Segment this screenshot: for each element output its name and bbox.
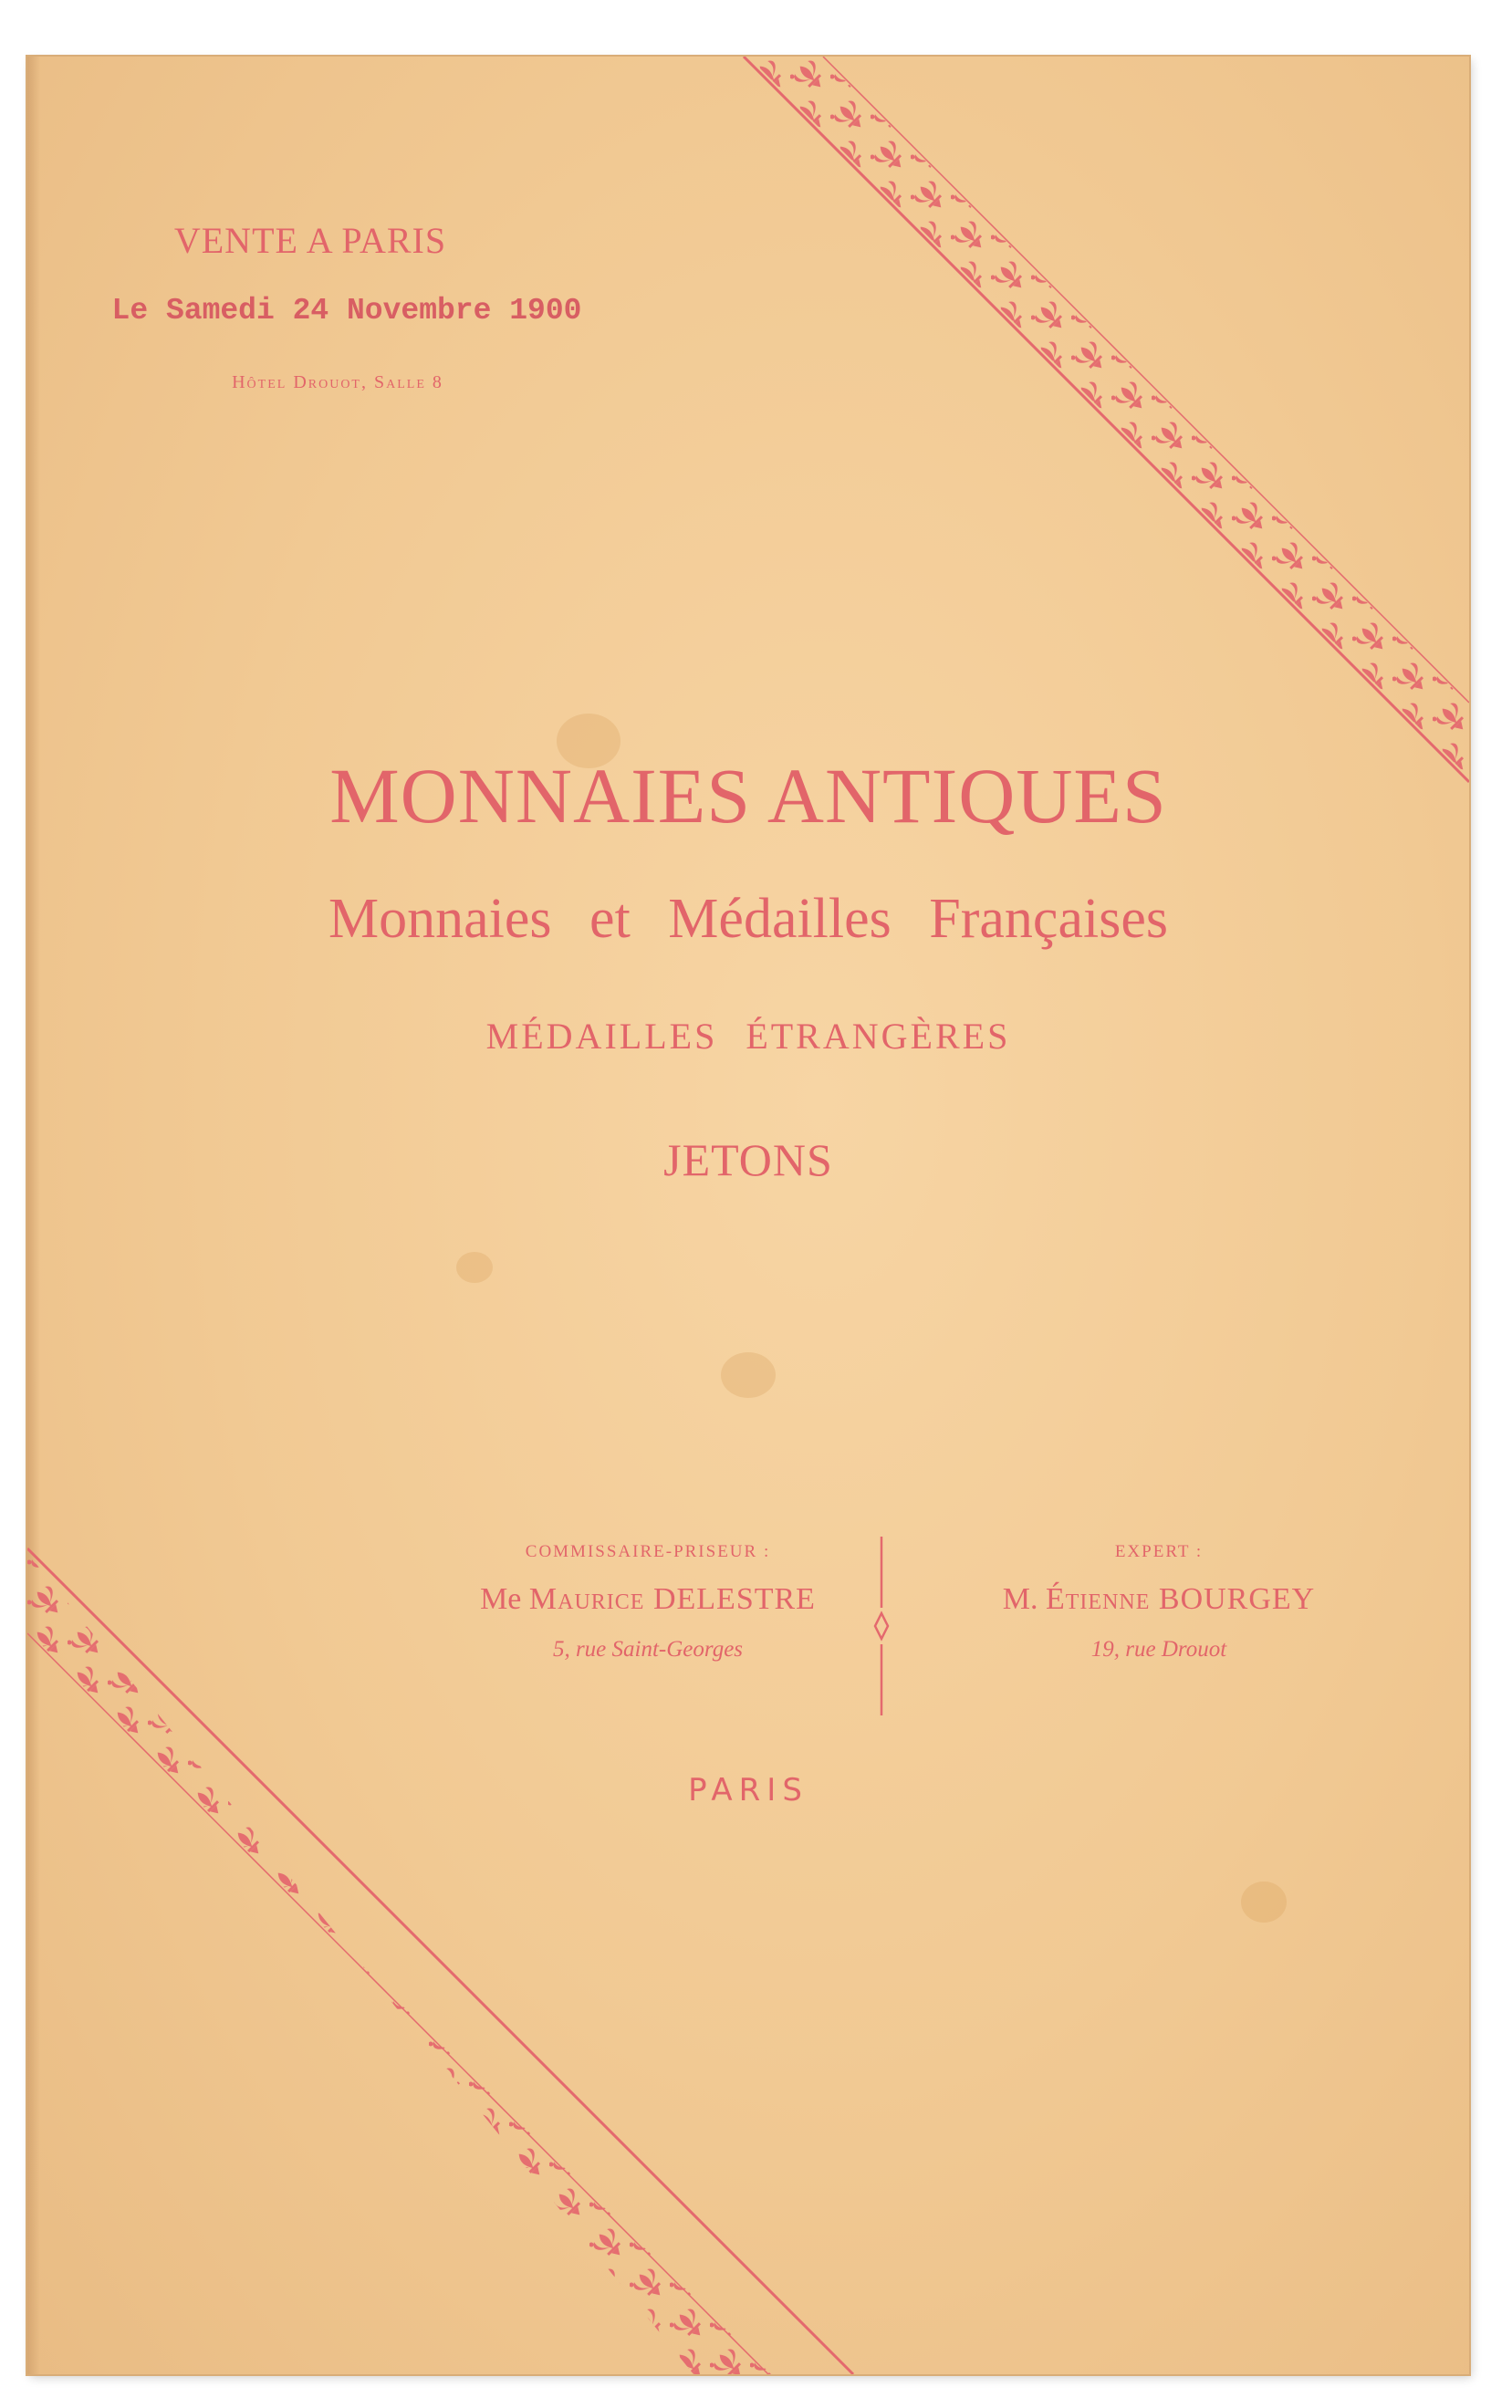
sale-date-stamp: Le Samedi 24 Novembre 1900 (111, 294, 582, 328)
auctioneer-role: COMMISSAIRE-PRISEUR : (525, 1542, 771, 1561)
expert-role: EXPERT : (1114, 1542, 1204, 1561)
title-secondary: Monnaies et Médailles Françaises (328, 888, 1168, 950)
catalogue-cover (27, 57, 1469, 2374)
fleur-de-lis-border-icon (27, 57, 1469, 2374)
expert-name-line (931, 1582, 1387, 1617)
sale-heading: VENTE A PARIS (173, 220, 447, 261)
expert-address: 19, rue Drouot (1090, 1637, 1227, 1662)
bottom-left-border (27, 1548, 853, 2374)
auctioneer-prefix: Me (480, 1582, 522, 1616)
top-right-border (744, 57, 1469, 782)
expert-name: Étienne BOURGEY (1045, 1582, 1316, 1616)
title-main: MONNAIES ANTIQUES (329, 752, 1167, 839)
sale-location: Hôtel Drouot, Salle 8 (232, 372, 443, 392)
auctioneer-name: Maurice DELESTRE (528, 1582, 816, 1616)
auctioneer-block (420, 1542, 876, 1663)
auctioneer-name-line (420, 1582, 876, 1617)
title-third: MÉDAILLES ÉTRANGÈRES (485, 1016, 1011, 1057)
expert-block (931, 1542, 1387, 1663)
expert-prefix: M. (1002, 1582, 1038, 1616)
footer-city: PARIS (688, 1772, 808, 1809)
title-fourth: JETONS (663, 1134, 833, 1185)
auctioneer-address: 5, rue Saint-Georges (552, 1637, 744, 1662)
divider-brace (871, 1535, 892, 1717)
